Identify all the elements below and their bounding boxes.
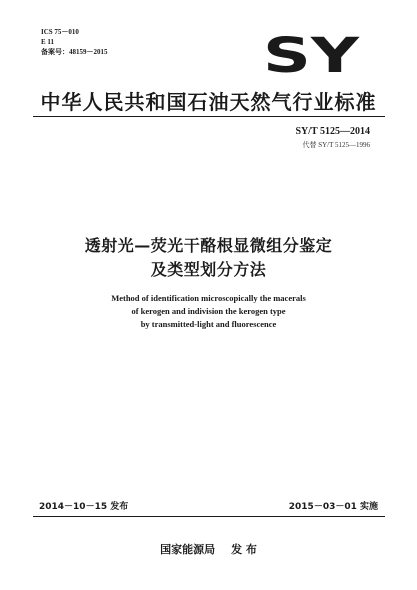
sy-logo <box>261 30 361 78</box>
english-title-line-1: Method of identification microscopically the macerals <box>111 293 306 303</box>
issuer <box>0 541 417 557</box>
chinese-title-line-1: 透射光—荧光干酪根显微组分鉴定 <box>84 236 333 255</box>
issuing-standard-category: 中华人民共和国石油天然气行业标准 <box>40 90 377 114</box>
replaces-standard: 代替 SY/T 5125—1996 <box>302 141 370 149</box>
header-divider <box>33 116 385 117</box>
english-title-line-2: of kerogen and indivision the kerogen type <box>131 306 286 316</box>
record-number: 备案号：48159－2015 <box>41 48 108 56</box>
issuer-name: 国家能源局 <box>160 543 216 556</box>
issuer-action: 发 布 <box>231 543 257 556</box>
ics-code: ICS 75－010 <box>41 28 79 36</box>
publish-date: 2014－10－15 发布 <box>39 502 129 512</box>
footer-divider <box>33 516 385 517</box>
standard-number: SY/T 5125—2014 <box>295 126 370 137</box>
classification-block <box>41 27 108 57</box>
class-code: E 11 <box>41 38 55 46</box>
sy-logo-text: SY <box>263 30 361 78</box>
chinese-title-line-2: 及类型划分方法 <box>150 260 267 279</box>
english-title-line-3: by transmitted-light and fluorescence <box>140 319 277 329</box>
implement-date: 2015－03－01 实施 <box>288 502 378 512</box>
